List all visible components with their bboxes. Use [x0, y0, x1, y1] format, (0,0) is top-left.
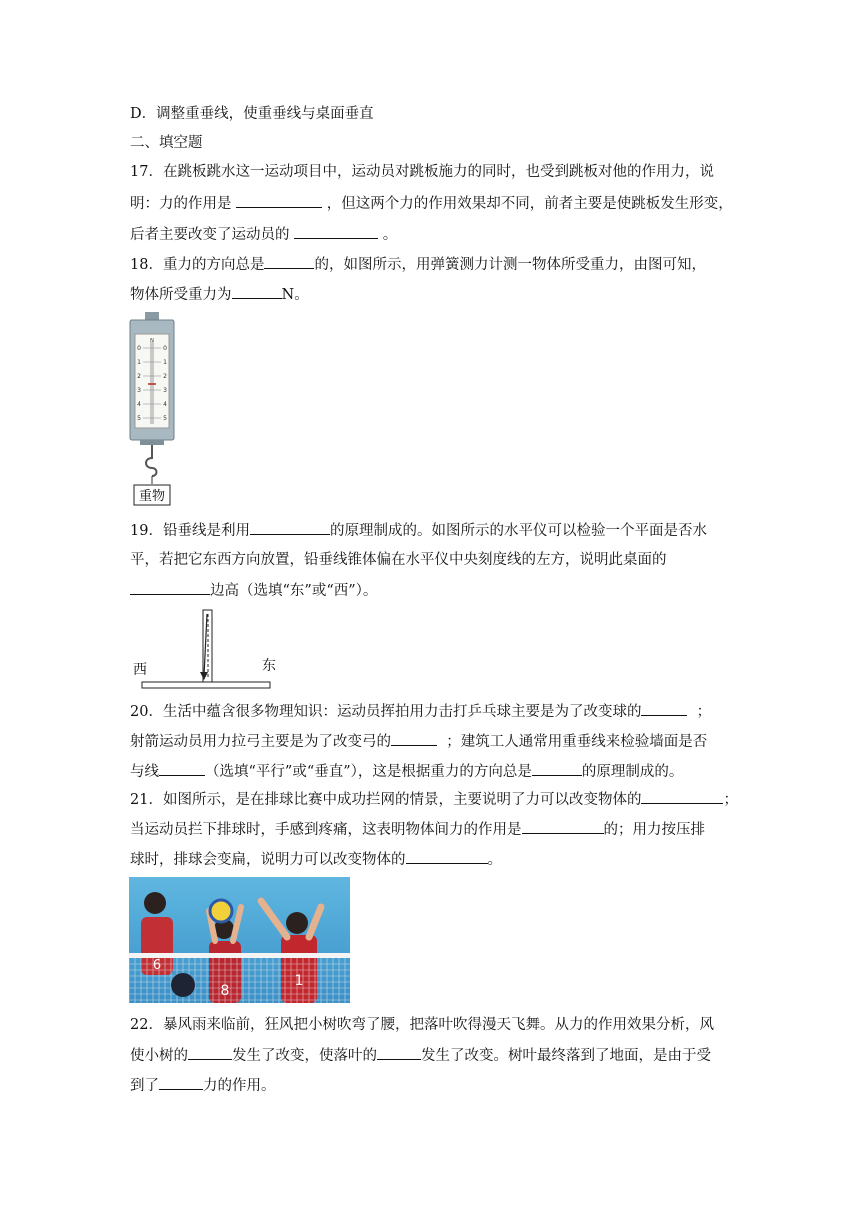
scale-tick-left: 3 — [137, 387, 141, 394]
q20-text: 20．生活中蕴含很多物理知识：运动员挥拍用力击打乒乓球主要是为了改变球的 — [130, 704, 642, 720]
q21-text: 21．如图所示，是在排球比赛中成功拦网的情景，主要说明了力可以改变物体的 — [130, 792, 642, 808]
q20-line3 — [130, 761, 683, 782]
q21-line2 — [130, 819, 705, 840]
player-head — [144, 892, 166, 914]
q18-text: 18．重力的方向总是 — [130, 257, 265, 273]
q20-text: 的原理制成的。 — [581, 764, 684, 780]
spring-scale-figure — [128, 312, 176, 508]
scale-tick-left: 1 — [137, 359, 141, 366]
q20-line2 — [130, 731, 707, 752]
scale-hook-icon — [146, 445, 157, 476]
q18-text: 的，如图所示，用弹簧测力计测一物体所受重力，由图可知， — [314, 257, 706, 273]
q22-text: 发生了改变。树叶最终落到了地面，是由于受 — [421, 1048, 711, 1064]
q22-blank-1[interactable] — [188, 1045, 232, 1060]
q17-line3 — [130, 224, 397, 245]
q21-text: ； — [723, 792, 738, 808]
scale-tick-right: 4 — [163, 401, 167, 408]
q19-blank-1[interactable] — [250, 520, 330, 535]
scale-tick-right: 5 — [163, 415, 167, 422]
q17-text: 明：力的作用是 — [130, 196, 232, 212]
q22-text: 力的作用。 — [203, 1078, 276, 1094]
q22-line2 — [130, 1045, 711, 1066]
volleyball-icon — [210, 900, 232, 922]
q17-text: 后者主要改变了运动员的 — [130, 227, 290, 243]
q19-text: 边高（选填“东”或“西”）。 — [210, 583, 378, 599]
scale-tick-left: 4 — [137, 401, 141, 408]
jersey-number: 1 — [294, 973, 304, 989]
jersey-number: 8 — [220, 983, 230, 999]
q20-blank-4[interactable] — [532, 761, 582, 776]
volleyball-photo — [129, 877, 350, 1003]
scale-bottom-cap — [140, 440, 164, 445]
scale-tick-right: 2 — [163, 373, 167, 380]
q20-line1 — [130, 701, 711, 722]
q19-text: 的原理制成的。如图所示的水平仪可以检验一个平面是否水 — [329, 523, 707, 539]
q21-text: 。 — [487, 852, 502, 868]
weight-label: 重物 — [138, 489, 166, 504]
q22-line3 — [130, 1075, 276, 1096]
q22-line1: 22．暴风雨来临前，狂风把小树吹弯了腰，把落叶吹得漫天飞舞。从力的作用效果分析，风 — [130, 1017, 714, 1033]
q17-blank-1[interactable] — [236, 193, 322, 208]
q19-line2: 平，若把它东西方向放置，铅垂线锥体偏在水平仪中央刻度线的左方，说明此桌面的 — [130, 552, 667, 568]
q17-blank-2[interactable] — [294, 224, 378, 239]
q20-text: ；建筑工人通常用重垂线来检验墙面是否 — [446, 734, 708, 750]
q18-text: N。 — [281, 287, 309, 303]
q22-blank-3[interactable] — [159, 1075, 203, 1090]
q21-line1 — [130, 789, 738, 810]
scale-tick-right: 0 — [163, 345, 167, 352]
opponent-head — [171, 973, 195, 997]
scale-tick-left: 2 — [137, 373, 141, 380]
q21-text: 的；用力按压排 — [603, 822, 705, 838]
q20-blank-3[interactable] — [159, 761, 205, 776]
player-head — [286, 912, 308, 934]
scale-tick-right: 1 — [163, 359, 167, 366]
q21-text: 当运动员拦下排球时，手感到疼痛，这表明物体间力的作用是 — [130, 822, 522, 838]
q17-text: 。 — [382, 227, 398, 243]
q22-text: 到了 — [130, 1078, 159, 1094]
q17-line1: 17．在跳板跳水这一运动项目中，运动员对跳板施力的同时，也受到跳板对他的作用力，说 — [130, 164, 714, 180]
west-label: 西 — [133, 662, 147, 678]
q21-blank-1[interactable] — [641, 789, 723, 804]
scale-tick-left: 0 — [137, 345, 141, 352]
q20-text: 射箭运动员用力拉弓主要是为了改变弓的 — [130, 734, 391, 750]
q18-blank-1[interactable] — [264, 254, 314, 269]
q18-line1 — [130, 254, 706, 275]
player-jersey — [281, 935, 317, 1003]
q21-blank-2[interactable] — [522, 819, 604, 834]
scale-unit-label: N — [150, 338, 154, 344]
q20-text: 与线 — [130, 764, 159, 780]
q22-blank-2[interactable] — [377, 1045, 421, 1060]
q22-text: 使小树的 — [130, 1048, 188, 1064]
option-d: D．调整重垂线，使重垂线与桌面垂直 — [130, 106, 374, 122]
east-label: 东 — [262, 658, 276, 674]
q22-text: 发生了改变，使落叶的 — [232, 1048, 377, 1064]
q20-blank-2[interactable] — [391, 731, 437, 746]
net-tape — [129, 953, 350, 958]
jersey-number: 6 — [152, 958, 162, 973]
scale-tick-left: 5 — [137, 415, 141, 422]
scale-spring — [150, 342, 154, 424]
level-figure — [128, 606, 278, 692]
q19-line1 — [130, 520, 707, 541]
q19-line3 — [130, 580, 377, 601]
level-base — [142, 682, 270, 688]
q18-blank-2[interactable] — [232, 284, 282, 299]
q17-line2 — [130, 193, 733, 214]
scale-top-ring — [145, 312, 159, 320]
q20-text: （选填“平行”或“垂直”），这是根据重力的方向总是 — [205, 764, 532, 780]
q18-text: 物体所受重力为 — [130, 287, 232, 303]
scale-tick-right: 3 — [163, 387, 167, 394]
section-heading: 二、填空题 — [130, 135, 203, 151]
q19-text: 19．铅垂线是利用 — [130, 523, 250, 539]
q18-line2 — [130, 284, 309, 305]
q20-blank-1[interactable] — [641, 701, 687, 716]
q21-line3 — [130, 849, 502, 870]
q21-text: 球时，排球会变扁，说明力可以改变物体的 — [130, 852, 406, 868]
q21-blank-3[interactable] — [406, 849, 488, 864]
q17-text: ，但这两个力的作用效果却不同，前者主要是使跳板发生形变， — [326, 196, 733, 212]
q20-text: ； — [696, 704, 712, 720]
q19-blank-2[interactable] — [130, 580, 210, 595]
